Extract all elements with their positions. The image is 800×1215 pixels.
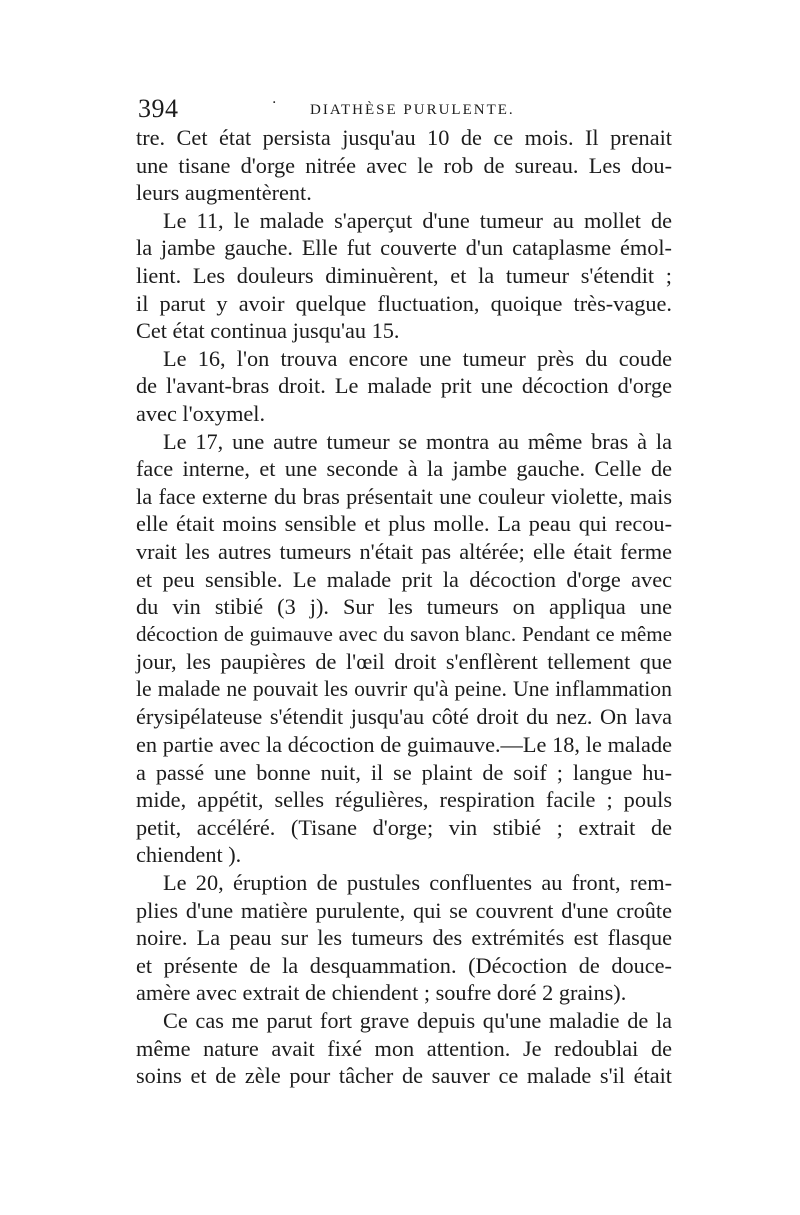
text-line: elle était moins sensible et plus molle. La peau qui recou-	[136, 511, 672, 537]
text-line: Le 16, l'on trouva encore une tumeur près du coude	[163, 345, 672, 371]
text-line: et présente de la desquammation. (Décoction de douce-	[136, 952, 672, 978]
text-line: leurs augmentèrent.	[136, 180, 312, 206]
text-line: une tisane d'orge nitrée avec le rob de sureau. Les dou-	[136, 152, 672, 178]
page-header	[138, 94, 668, 124]
body-text	[136, 124, 672, 1090]
text-line: a passé une bonne nuit, il se plaint de soif ; langue hu-	[136, 759, 672, 785]
text-line: jour, les paupières de l'œil droit s'enflèrent tellement que	[136, 649, 672, 675]
text-line: lient. Les douleurs diminuèrent, et la tumeur s'étendit ;	[136, 262, 672, 288]
running-head: DIATHÈSE PURULENTE.	[310, 102, 515, 118]
text-line: amère avec extrait de chiendent ; soufre doré 2 grains).	[136, 980, 627, 1006]
text-line: soins et de zèle pour tâcher de sauver ce malade s'il était	[136, 1063, 672, 1089]
header-dot: ·	[272, 95, 277, 111]
text-line: en partie avec la décoction de guimauve.—Le 18, le malade	[136, 732, 672, 758]
text-line: Le 17, une autre tumeur se montra au même bras à la	[163, 428, 672, 454]
text-line: la face externe du bras présentait une couleur violette, mais	[136, 483, 672, 509]
text-line: noire. La peau sur les tumeurs des extrémités est flasque	[136, 925, 672, 951]
text-line: décoction de guimauve avec du savon blanc. Pendant ce même	[136, 621, 672, 646]
text-line: Cet état continua jusqu'au 15.	[136, 318, 400, 344]
text-line: et peu sensible. Le malade prit la décoction d'orge avec	[136, 566, 672, 592]
text-line: vrait les autres tumeurs n'était pas altérée; elle était ferme	[136, 538, 672, 564]
text-line: face interne, et une seconde à la jambe gauche. Celle de	[136, 456, 672, 482]
text-line: Ce cas me parut fort grave depuis qu'une maladie de la	[163, 1008, 672, 1033]
text-line: chiendent ).	[136, 842, 242, 868]
text-line: la jambe gauche. Elle fut couverte d'un cataplasme émol-	[136, 235, 672, 261]
page-number: 394	[138, 94, 179, 123]
text-line: même nature avait fixé mon attention. Je redoublai de	[136, 1035, 672, 1061]
text-line: Le 20, éruption de pustules confluentes au front, rem-	[163, 870, 672, 896]
text-line: de l'avant-bras droit. Le malade prit une décoction d'orge	[136, 373, 672, 399]
text-line: le malade ne pouvait les ouvrir qu'à peine. Une inflammation	[136, 676, 672, 701]
text-line: petit, accéléré. (Tisane d'orge; vin stibié ; extrait de	[136, 814, 672, 840]
text-line: Le 11, le malade s'aperçut d'une tumeur au mollet de	[163, 207, 672, 233]
text-line: tre. Cet état persista jusqu'au 10 de ce mois. Il prenait	[136, 125, 672, 150]
text-line: avec l'oxymel.	[136, 400, 266, 426]
text-line: mide, appétit, selles régulières, respiration facile ; pouls	[136, 787, 672, 813]
text-line: érysipélateuse s'étendit jusqu'au côté droit du nez. On lava	[136, 704, 672, 730]
text-line: il parut y avoir quelque fluctuation, quoique très-vague.	[136, 290, 672, 316]
text-line: du vin stibié (3 j). Sur les tumeurs on appliqua une	[136, 594, 672, 620]
text-line: plies d'une matière purulente, qui se couvrent d'une croûte	[136, 897, 672, 923]
